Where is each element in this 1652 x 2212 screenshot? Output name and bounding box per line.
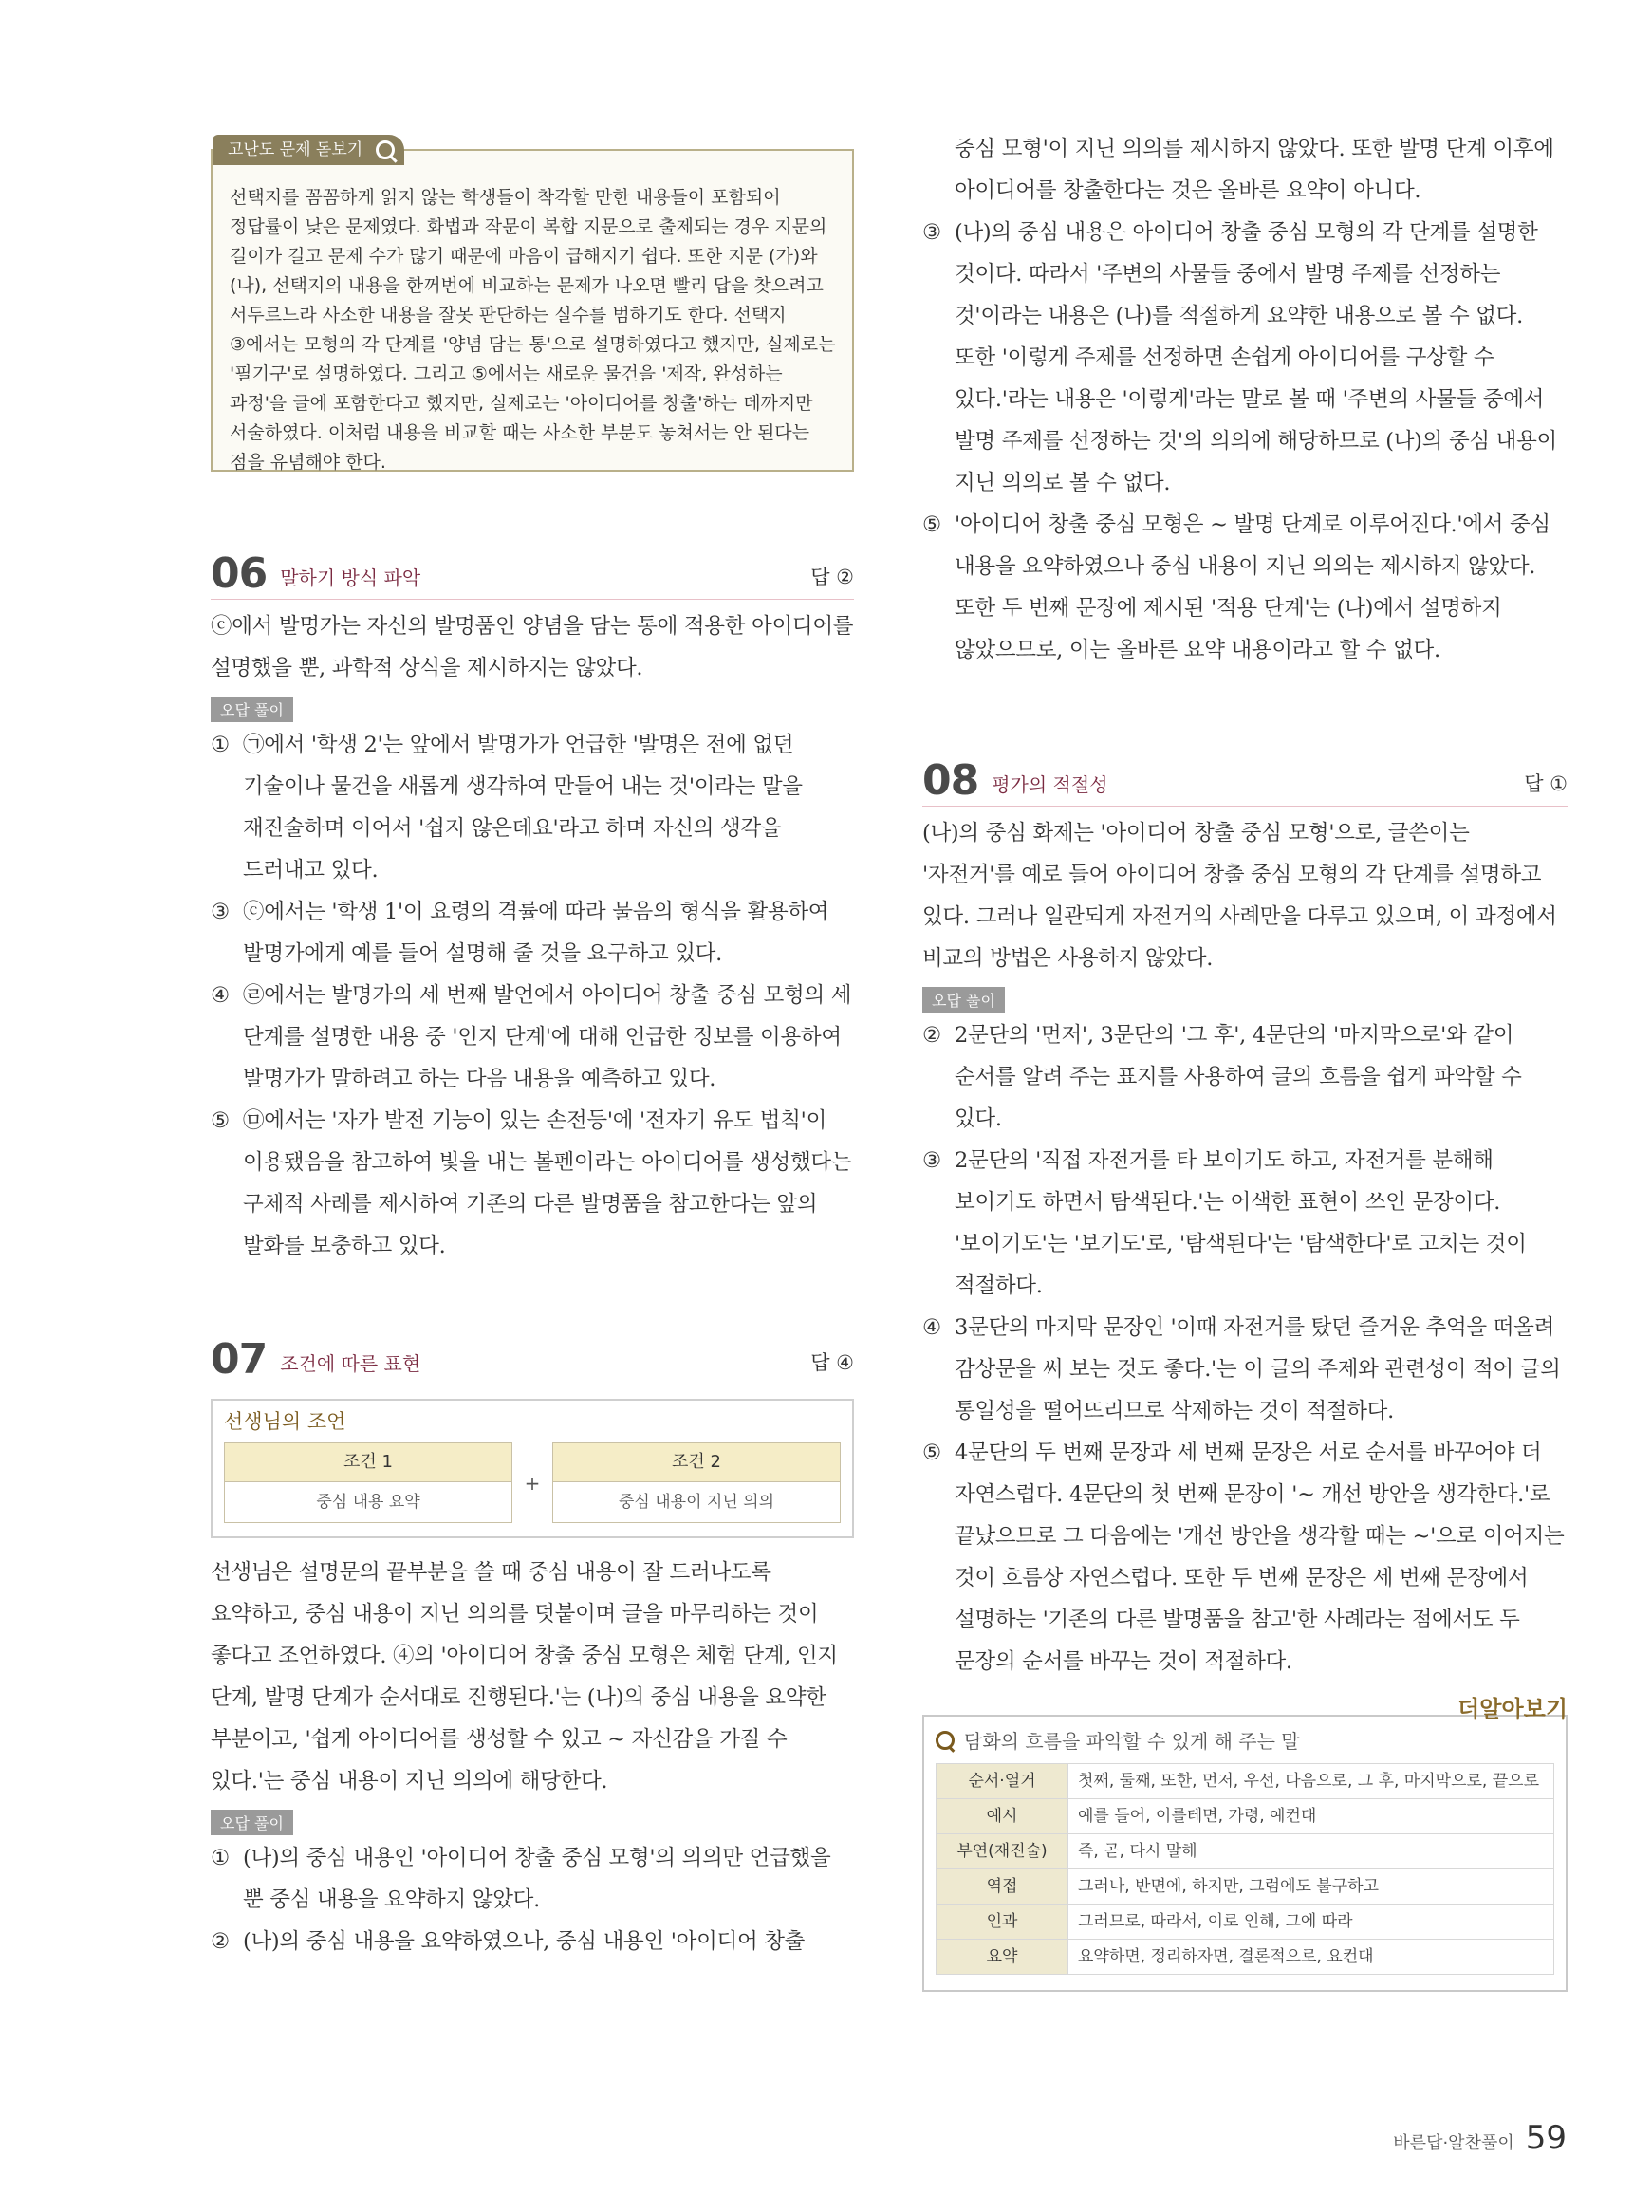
more-to-know-content: [922, 1715, 1568, 1992]
item-number: ④: [922, 1315, 941, 1340]
section-number: 07: [211, 1335, 268, 1384]
table-key: 요약: [937, 1940, 1068, 1975]
item-number: ⑤: [922, 1441, 941, 1465]
table-value: 예를 들어, 이를테면, 가령, 예컨대: [1068, 1799, 1554, 1834]
hard-problem-box: [211, 140, 854, 473]
item-number: ③: [922, 1148, 941, 1173]
magnifier-icon: [376, 140, 395, 159]
more-title-text: 담화의 흐름을 파악할 수 있게 해 주는 말: [964, 1730, 1300, 1753]
hard-problem-text: 선택지를 꼼꼼하게 읽지 않는 학생들이 착각할 만한 내용들이 포함되어 정답률이 낮은 문제였다. 화법과 작문이 복합 지문으로 출제되는 경우 지문의 길이가 길고 문제 수가 많기 때문에 마음이 급해지기 쉽다. 또한 지문 (가)와 (나), 선택지의 내용을 한꺼번에 비교하는 문제가 나오면 빨리 답을 찾으려고 서두르느라 사소한 내용을 잘못 판단하는 실수를 범하기도 한다. 선택지 ③에서는 모형의 각 단계를 '양념 담는 통'으로 설명하였다고 했지만, 실제로는 '필기구'로 설명하였다. 그리고 ⑤에서는 새로운 물건을 '제작, 완성하는 과정'을 글에 포함한다고 했지만, 실제로는 '아이디어를 창출'하는 데까지만 서술하였다. 이처럼 내용을 비교할 때는 사소한 부분도 놓쳐서는 안 된다는 점을 유념해야 한다.: [230, 187, 836, 473]
table-key: 역접: [937, 1869, 1068, 1905]
table-row: [937, 1764, 1554, 1799]
table-row: [937, 1799, 1554, 1834]
section-title: 말하기 방식 파악: [280, 567, 421, 589]
item-number: ③: [922, 220, 941, 245]
item-text: (나)의 중심 내용을 요약하였으나, 중심 내용인 '아이디어 창출: [243, 1929, 806, 1954]
wrong-answer-badge: 오답 풀이: [211, 1810, 293, 1835]
condition-2-head: 조건 2: [553, 1443, 840, 1482]
section-07-header: [211, 1335, 854, 1385]
advice-title: 선생님의 조언: [224, 1410, 346, 1433]
list-item: [922, 1140, 1568, 1307]
item-number: ⑤: [922, 512, 941, 537]
right-column: [922, 128, 1568, 1992]
section-answer: 답 ④: [810, 1351, 854, 1374]
section-08-header: [922, 756, 1568, 807]
table-row: [937, 1834, 1554, 1869]
item-number: ④: [211, 983, 230, 1008]
list-item: [922, 1014, 1568, 1140]
item-continuation: 중심 모형'이 지닌 의의를 제시하지 않았다. 또한 발명 단계 이후에 아이디어를 창출한다는 것은 올바른 요약이 아니다.: [955, 137, 1554, 203]
table-value: 첫째, 둘째, 또한, 먼저, 우선, 다음으로, 그 후, 마지막으로, 끝으로: [1068, 1764, 1554, 1799]
section-answer: 답 ②: [810, 566, 854, 588]
hard-problem-label: 고난도 문제 돋보기: [228, 140, 363, 159]
item-text: 4문단의 두 번째 문장과 세 번째 문장은 서로 순서를 바꾸어야 더 자연스럽다. 4문단의 첫 번째 문장이 '~ 개선 방안을 생각한다.'로 끝났으므로 그 다음에는 '개선 방안을 생각할 때는 ~'으로 이어지는 것이 흐름상 자연스럽다. 또한 두 번째 문장은 세 번째 문장에서 설명하는 '기존의 다른 발명품을 참고'한 사례라는 점에서도 두 문장의 순서를 바꾸는 것이 적절하다.: [955, 1441, 1565, 1674]
section-number: 06: [211, 549, 268, 598]
condition-1-body: 중심 내용 요약: [225, 1482, 511, 1522]
item-text: 3문단의 마지막 문장인 '이때 자전거를 탔던 즐거운 추억을 떠올려 감상문을 써 보는 것도 좋다.'는 이 글의 주제와 관련성이 적어 글의 통일성을 떨어뜨리므로 삭제하는 것이 적절하다.: [955, 1315, 1561, 1423]
table-row: [937, 1905, 1554, 1940]
list-item: [211, 724, 854, 891]
list-item: [211, 975, 854, 1100]
wrong-answer-badge: 오답 풀이: [211, 697, 293, 722]
table-value: 즉, 곧, 다시 말해: [1068, 1834, 1554, 1869]
table-value: 요약하면, 정리하자면, 결론적으로, 요컨대: [1068, 1940, 1554, 1975]
table-value: 그러나, 반면에, 하지만, 그럼에도 불구하고: [1068, 1869, 1554, 1905]
section-06-body: ⓒ에서 발명가는 자신의 발명품인 양념을 담는 통에 적용한 아이디어를 설명했을 뿐, 과학적 상식을 제시하지는 않았다.: [211, 614, 854, 680]
item-number: ⑤: [211, 1108, 230, 1133]
hard-problem-tab: [213, 135, 404, 165]
advice-conditions: [224, 1442, 841, 1523]
section-answer: 답 ①: [1524, 772, 1568, 795]
item-text: (나)의 중심 내용은 아이디어 창출 중심 모형의 각 단계를 설명한 것이다. 따라서 '주변의 사물들 중에서 발명 주제를 선정하는 것'이라는 내용은 (나)를 적절하게 요약한 내용으로 볼 수 없다. 또한 '이렇게 주제를 선정하면 손쉽게 아이디어를 구상할 수 있다.'라는 내용은 '이렇게'라는 말로 볼 때 '주변의 사물들 중에서 발명 주제를 선정하는 것'의 의의에 해당하므로 (나)의 중심 내용이 지닌 의의로 볼 수 없다.: [955, 220, 1557, 495]
item-text: '아이디어 창출 중심 모형은 ~ 발명 단계로 이루어진다.'에서 중심 내용을 요약하였으나 중심 내용이 지닌 의의는 제시하지 않았다. 또한 두 번째 문장에 제시된 '적용 단계'는 (나)에서 설명하지 않았으므로, 이는 올바른 요약 내용이라고 할 수 없다.: [955, 512, 1550, 662]
item-number: ②: [211, 1929, 230, 1954]
table-row: [937, 1940, 1554, 1975]
connectives-table: [936, 1763, 1554, 1975]
list-item: [922, 504, 1568, 671]
table-key: 순서·열거: [937, 1764, 1068, 1799]
item-number: ①: [211, 1846, 230, 1870]
more-to-know-box: [922, 1696, 1568, 1992]
left-column: [211, 128, 854, 1962]
item-number: ②: [922, 1023, 941, 1048]
list-item: [211, 891, 854, 975]
page-number: 59: [1525, 2119, 1567, 2157]
item-number: ③: [211, 900, 230, 924]
more-title: [936, 1726, 1554, 1754]
item-text: ⓒ에서는 '학생 1'이 요령의 격률에 따라 물음의 형식을 활용하여 발명가에게 예를 들어 설명해 줄 것을 요구하고 있다.: [243, 900, 829, 966]
plus-sign: +: [524, 1471, 541, 1495]
list-item: [211, 1921, 854, 1962]
list-item: [922, 212, 1568, 504]
section-07-body: 선생님은 설명문의 끝부분을 쓸 때 중심 내용이 잘 드러나도록 요약하고, 중심 내용이 지닌 의의를 덧붙이며 글을 마무리하는 것이 좋다고 조언하였다. ④의 '아이디어 창출 중심 모형은 체험 단계, 인지 단계, 발명 단계가 순서대로 진행된다.'는 (나)의 중심 내용을 요약한 부분이고, '쉽게 아이디어를 생성할 수 있고 ~ 자신감을 가질 수 있다.'는 중심 내용이 지닌 의의에 해당한다.: [211, 1560, 838, 1794]
condition-1-head: 조건 1: [225, 1443, 511, 1482]
item-text: 2문단의 '먼저', 3문단의 '그 후', 4문단의 '마지막으로'와 같이 순서를 알려 주는 표지를 사용하여 글의 흐름을 쉽게 파악할 수 있다.: [955, 1023, 1522, 1131]
magnifier-icon: [936, 1731, 955, 1750]
list-item: [922, 1432, 1568, 1682]
item-text: ㉣에서는 발명가의 세 번째 발언에서 아이디어 창출 중심 모형의 세 단계를 설명한 내용 중 '인지 단계'에 대해 언급한 정보를 이용하여 발명가가 말하려고 하는 다음 내용을 예측하고 있다.: [243, 983, 852, 1091]
teacher-advice-box: [211, 1399, 854, 1538]
table-row: [937, 1869, 1554, 1905]
more-to-know-label: 더알아보기: [1457, 1696, 1568, 1722]
wrong-answer-badge: 오답 풀이: [922, 987, 1005, 1013]
section-number: 08: [922, 756, 979, 805]
table-key: 부연(재진술): [937, 1834, 1068, 1869]
item-text: ㉠에서 '학생 2'는 앞에서 발명가가 언급한 '발명은 전에 없던 기술이나 물건을 새롭게 생각하여 만들어 내는 것'이라는 말을 재진술하며 이어서 '쉽지 않은데요'라고 하며 자신의 생각을 드러내고 있다.: [243, 733, 803, 883]
item-text: (나)의 중심 내용인 '아이디어 창출 중심 모형'의 의의만 언급했을 뿐 중심 내용을 요약하지 않았다.: [243, 1846, 831, 1912]
section-title: 평가의 적절성: [992, 773, 1108, 796]
table-value: 그러므로, 따라서, 이로 인해, 그에 따라: [1068, 1905, 1554, 1940]
table-key: 예시: [937, 1799, 1068, 1834]
item-text: 2문단의 '직접 자전거를 타 보이기도 하고, 자전거를 분해해 보이기도 하면서 탐색된다.'는 어색한 표현이 쓰인 문장이다. '보이기도'는 '보기도'로, '탐색된다'는 '탐색한다'로 고치는 것이 적절하다.: [955, 1148, 1527, 1298]
table-key: 인과: [937, 1905, 1068, 1940]
item-text: ㉤에서는 '자가 발전 기능이 있는 손전등'에 '전자기 유도 법칙'이 이용됐음을 참고하여 빛을 내는 볼펜이라는 아이디어를 생성했다는 구체적 사례를 제시하여 기존의 다른 발명품을 참고한다는 앞의 발화를 보충하고 있다.: [243, 1108, 852, 1258]
condition-1: [224, 1442, 512, 1523]
section-title: 조건에 따른 표현: [280, 1352, 421, 1375]
section-08-body: (나)의 중심 화제는 '아이디어 창출 중심 모형'으로, 글쓴이는 '자전거'를 예로 들어 아이디어 창출 중심 모형의 각 단계를 설명하고 있다. 그러나 일관되게 자전거의 사례만을 다루고 있으며, 이 과정에서 비교의 방법은 사용하지 않았다.: [922, 821, 1557, 971]
list-item: [922, 1307, 1568, 1432]
list-item: [211, 1100, 854, 1267]
section-06-header: [211, 549, 854, 600]
page-footer: [1393, 2119, 1567, 2157]
condition-2: [552, 1442, 841, 1523]
condition-2-body: 중심 내용이 지닌 의의: [553, 1482, 840, 1522]
list-item: [211, 1837, 854, 1921]
footer-text: 바른답·알찬풀이: [1393, 2133, 1514, 2153]
item-number: ①: [211, 733, 230, 757]
